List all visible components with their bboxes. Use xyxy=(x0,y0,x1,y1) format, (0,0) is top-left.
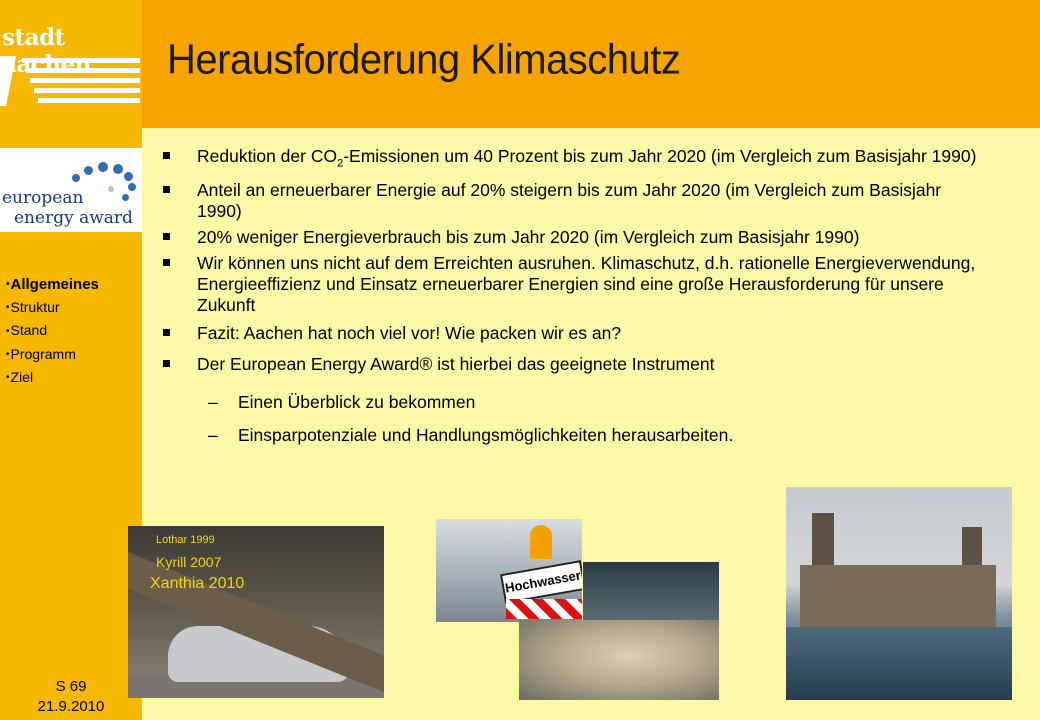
european-energy-award-logo xyxy=(0,148,142,232)
sub-item: – Einsparpotenziale und Handlungsmöglichkeiten herausarbeiten. xyxy=(208,424,734,445)
bullet-list xyxy=(160,146,980,446)
eea-text-line1: european xyxy=(2,188,84,208)
bullet-square-icon xyxy=(163,259,170,266)
storm-damage-photo xyxy=(128,526,384,698)
sidebar-nav xyxy=(6,274,99,389)
flood-sign-photo xyxy=(436,519,582,622)
nav-item-stand[interactable]: •Stand xyxy=(6,322,48,339)
bullet-square-icon xyxy=(163,233,170,240)
nav-item-ziel[interactable]: •Ziel xyxy=(6,368,34,385)
bullet-item: Der European Energy Award® ist hierbei das geeignete Instrument xyxy=(160,354,980,375)
slide-date: 21.9.2010 xyxy=(37,698,105,715)
bullet-square-icon xyxy=(163,329,170,336)
bullet-item: Reduktion der $CO_2$-Emissionen um 40 Prozent bis zum Jahr 2020 (im Vergleich zum Basisjahr 1990) xyxy=(160,146,980,175)
slide-footer xyxy=(0,677,142,717)
flooded-street-photo xyxy=(583,562,719,622)
water-icon xyxy=(786,627,1012,700)
bullet-item: Fazit: Aachen hat noch viel vor! Wie packen wir es an? xyxy=(160,323,980,344)
sub-item: – Einen Überblick zu bekommen xyxy=(208,391,476,412)
slide-title: Herausforderung Klimaschutz xyxy=(167,36,681,84)
flood-sign: Hochwasser xyxy=(500,560,582,604)
bullet-item: Wir können uns nicht auf dem Erreichten ausruhen. Klimaschutz, d.h. rationelle Energieverwendung, Energieeffizienz und Einsatz erneuerbarer Energien sind eine große Herausforderung für unsere Zukunft xyxy=(160,253,980,316)
stadt-aachen-logo xyxy=(0,0,142,128)
eea-text-line2: energy award xyxy=(14,208,133,228)
storm-label: Kyrill 2007 xyxy=(156,554,222,570)
nav-item-programm[interactable]: •Programm xyxy=(6,345,76,362)
logo-text: stadt aachen xyxy=(2,24,91,78)
bullet-square-icon xyxy=(163,360,170,367)
storm-label: Xanthia 2010 xyxy=(150,575,245,592)
bullet-square-icon xyxy=(163,152,170,159)
nav-item-allgemeines[interactable]: •Allgemeines xyxy=(6,276,99,293)
slide-number: S 69 xyxy=(55,678,87,695)
barrier-icon xyxy=(506,599,582,619)
bullet-item: 20% weniger Energieverbrauch bis zum Jahr 2020 (im Vergleich zum Basisjahr 1990) xyxy=(160,227,980,248)
flooded-town-hall-photo xyxy=(786,487,1012,700)
town-hall-icon xyxy=(800,565,996,635)
flood-water-photo xyxy=(519,620,719,700)
nav-item-struktur[interactable]: •Struktur xyxy=(6,299,60,316)
bullet-square-icon xyxy=(163,186,170,193)
bullet-item: Anteil an erneuerbarer Energie auf 20% steigern bis zum Jahr 2020 (im Vergleich zum Basisjahr 1990) xyxy=(160,180,980,222)
warning-lamp-icon xyxy=(530,525,552,559)
storm-label: Lothar 1999 xyxy=(156,534,215,546)
